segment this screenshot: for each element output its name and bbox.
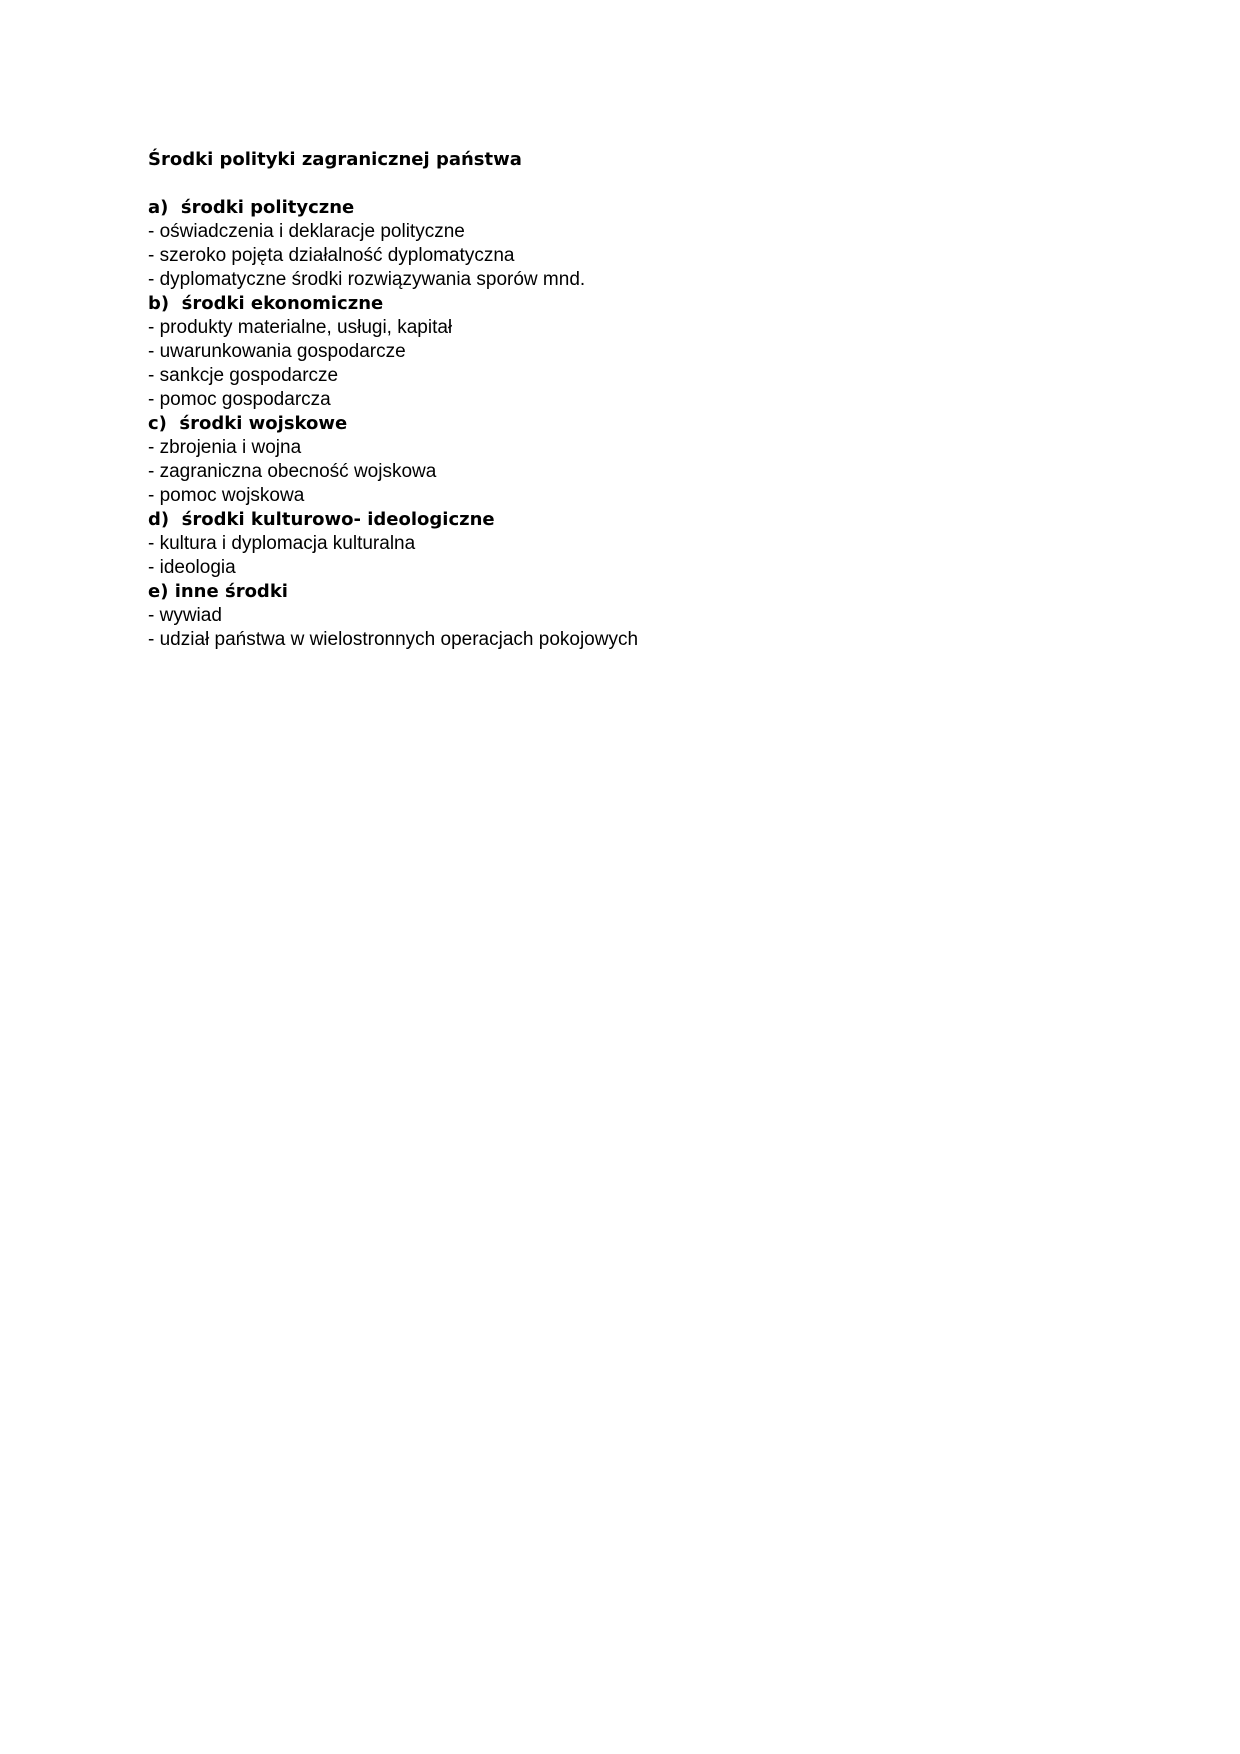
section-heading: a) środki polityczne xyxy=(148,197,355,218)
list-item: - pomoc wojskowa xyxy=(148,485,305,506)
list-item: - szeroko pojęta działalność dyplomatyczna xyxy=(148,245,515,266)
list-item: - kultura i dyplomacja kulturalna xyxy=(148,533,416,554)
section-heading: d) środki kulturowo- ideologiczne xyxy=(148,509,495,530)
list-item: - wywiad xyxy=(148,605,222,626)
document-body xyxy=(148,148,1048,652)
list-item: - dyplomatyczne środki rozwiązywania sporów mnd. xyxy=(148,269,586,290)
list-item: - sankcje gospodarcze xyxy=(148,365,339,386)
list-item: - oświadczenia i deklaracje polityczne xyxy=(148,221,465,242)
section-economic xyxy=(148,292,1048,412)
list-item: - produkty materialne, usługi, kapitał xyxy=(148,317,453,338)
list-item: - pomoc gospodarcza xyxy=(148,389,331,410)
list-item: - zagraniczna obecność wojskowa xyxy=(148,461,437,482)
list-item: - uwarunkowania gospodarcze xyxy=(148,341,406,362)
section-heading: c) środki wojskowe xyxy=(148,413,348,434)
list-item: - zbrojenia i wojna xyxy=(148,437,302,458)
list-item: - ideologia xyxy=(148,557,236,578)
section-other xyxy=(148,580,1048,652)
section-political xyxy=(148,196,1048,292)
section-heading: e) inne środki xyxy=(148,581,288,602)
section-heading: b) środki ekonomiczne xyxy=(148,293,384,314)
section-military xyxy=(148,412,1048,508)
list-item: - udział państwa w wielostronnych operacjach pokojowych xyxy=(148,629,639,650)
section-cultural xyxy=(148,508,1048,580)
page-title: Środki polityki zagranicznej państwa xyxy=(148,149,522,170)
